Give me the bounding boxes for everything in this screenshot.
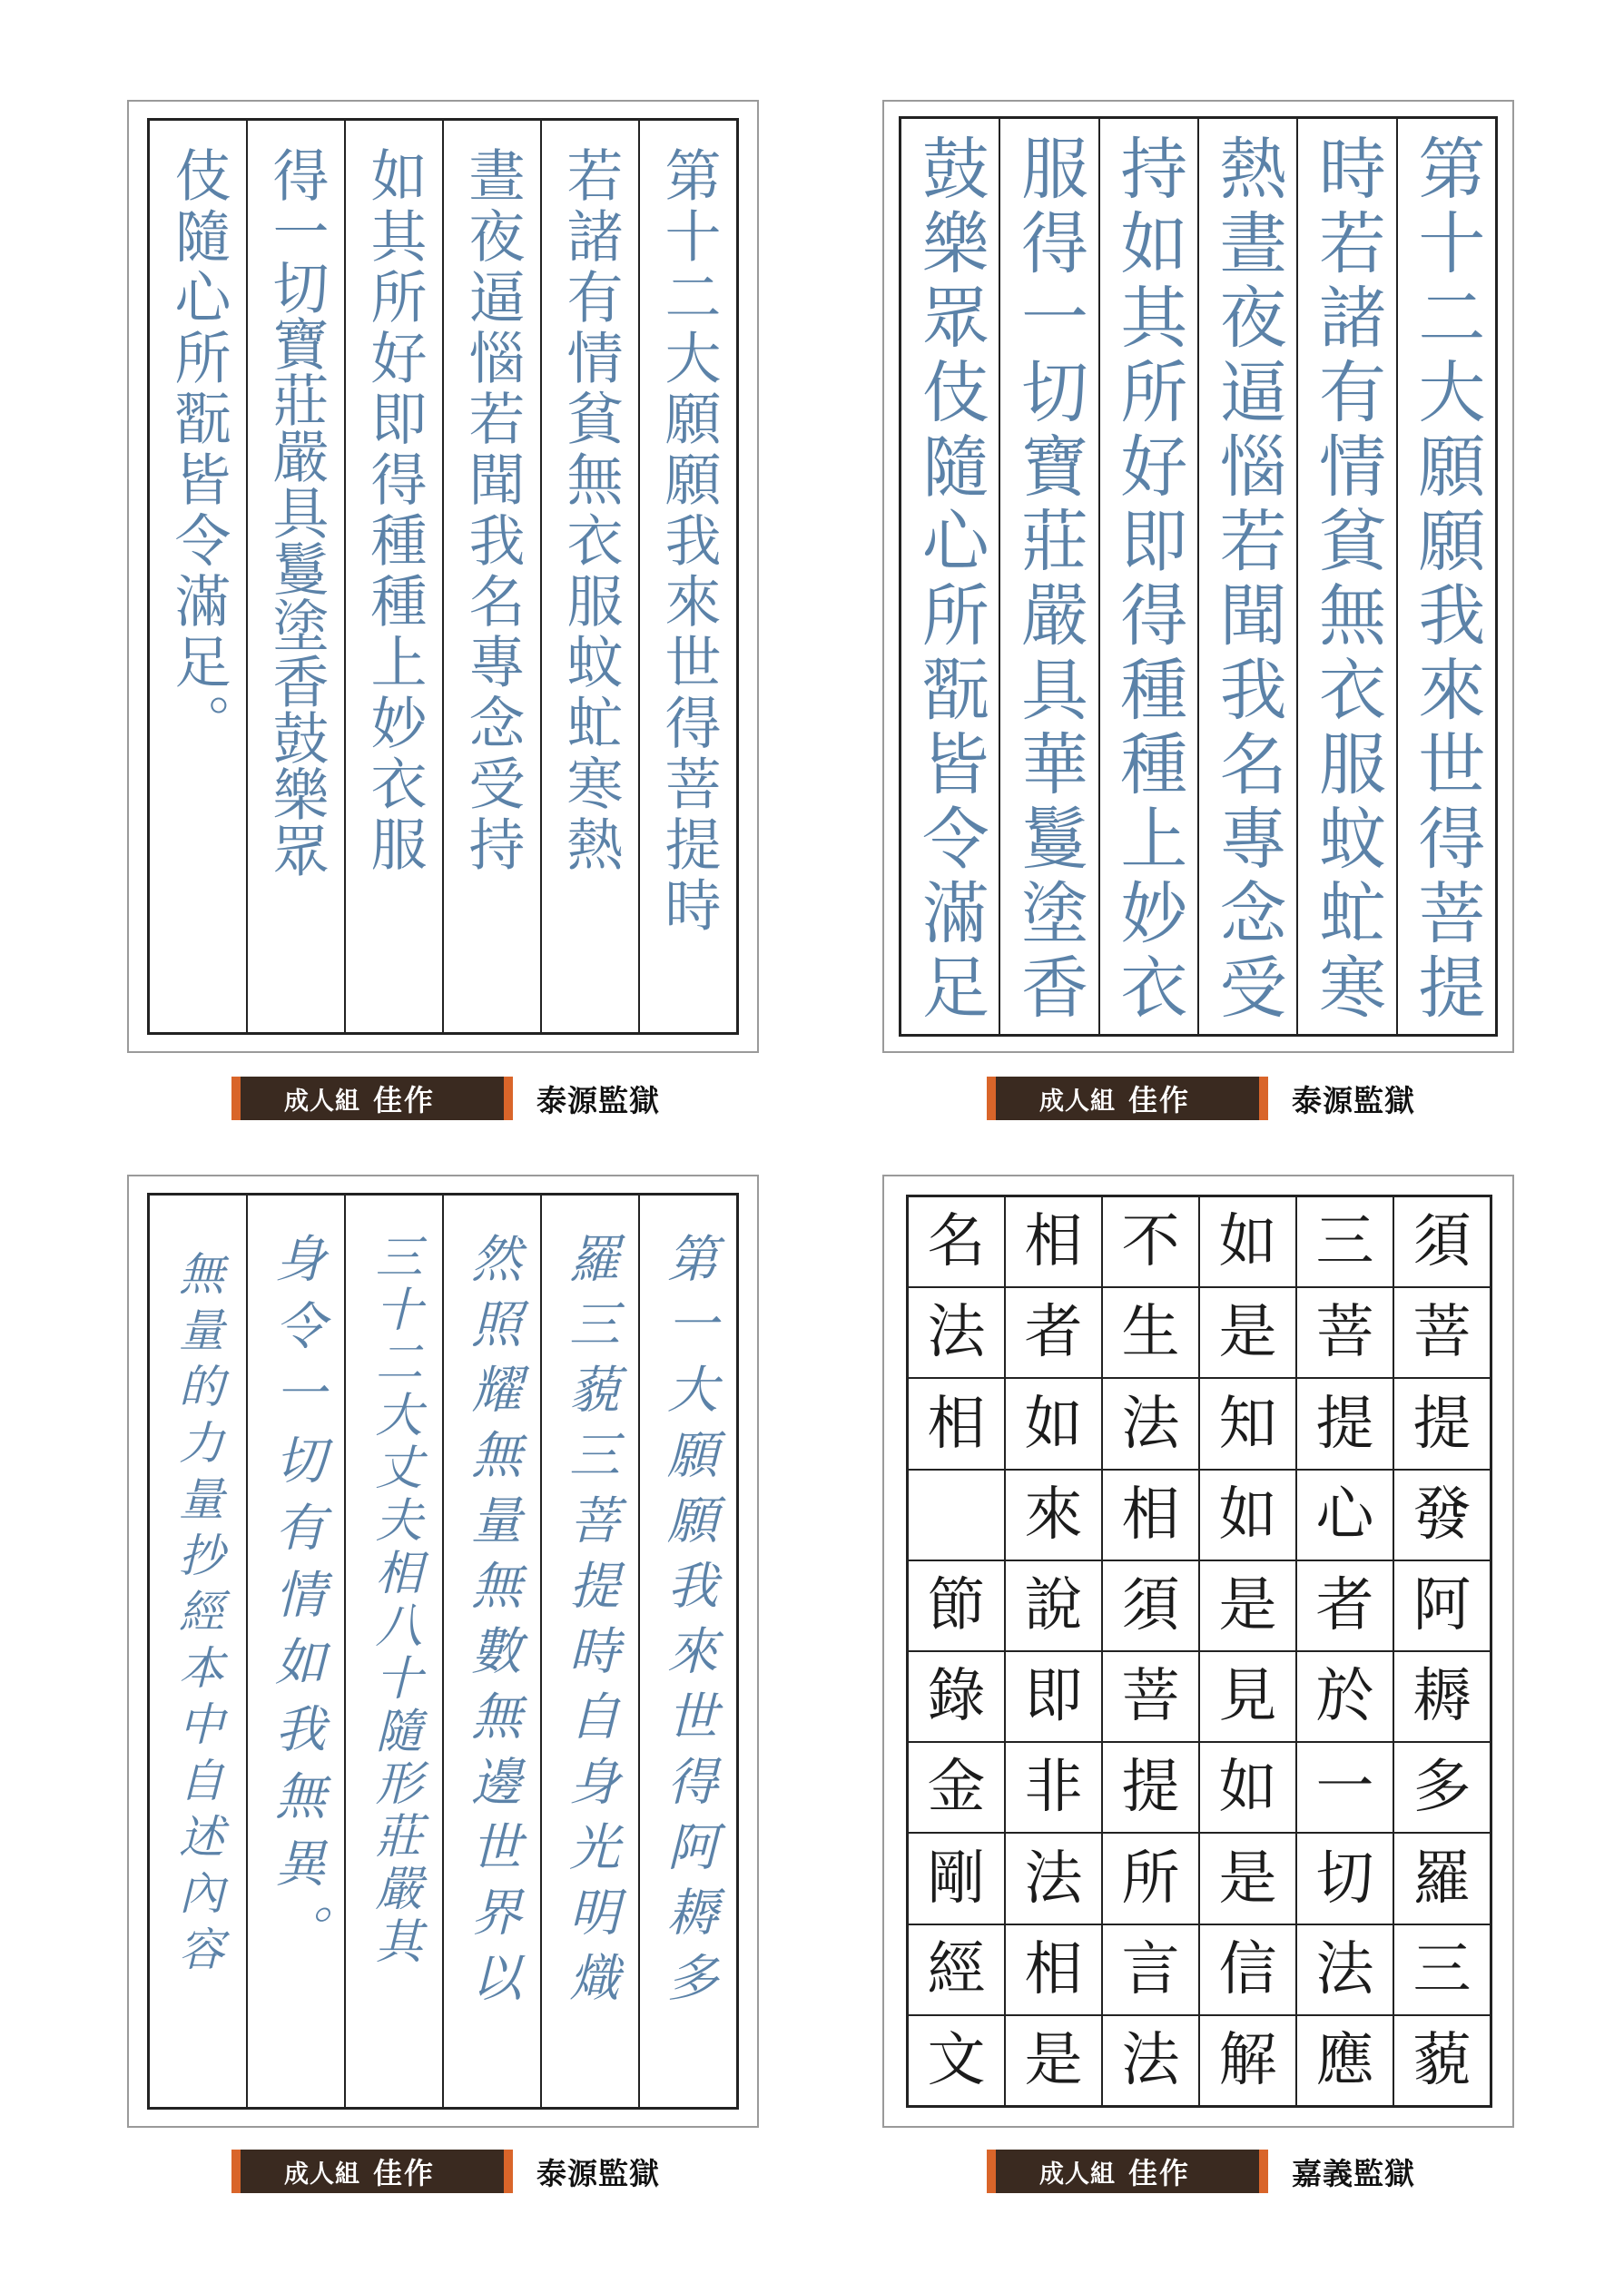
column-text: 第十二大願願我來世得菩提時: [655, 146, 722, 937]
sheet-column: [638, 121, 736, 1032]
grid-cell: 提: [1394, 1379, 1490, 1470]
column-text: 身令一切有情如我無異。: [267, 1232, 326, 1971]
organization-label: 泰源監獄: [1292, 1082, 1415, 1118]
sheet-column: [1396, 119, 1495, 1034]
sheet-column: [150, 121, 246, 1032]
grid-cell: 言: [1103, 1925, 1198, 2016]
award-caption-1: [231, 1077, 660, 1120]
column-text: 熱晝夜逼惱若聞我名專念受: [1208, 133, 1287, 1027]
award-caption-2: [987, 1077, 1415, 1120]
group-label: 成人組: [284, 1087, 360, 1116]
grid-cell: 是: [1200, 1288, 1295, 1379]
grid-cell: 經: [909, 1925, 1004, 2016]
grid-cell: 應: [1315, 2026, 1374, 2094]
grid-cell: 多: [1394, 1743, 1490, 1834]
grid-cell: 如: [1200, 1743, 1295, 1834]
column-text: 得一切寶莊嚴具鬘塗香鼓樂眾: [263, 146, 330, 878]
group-label: 成人組: [284, 2160, 360, 2189]
sheet-column: [1098, 119, 1197, 1034]
sheet-column: [442, 121, 540, 1032]
organization-label: 嘉義監獄: [1292, 2155, 1415, 2191]
sheet-column: [150, 1196, 246, 2107]
award-caption-3: [231, 2150, 660, 2193]
award-caption-4: [987, 2150, 1415, 2193]
grid-cell: 須: [1394, 1197, 1490, 1288]
grid-cell: 剛: [909, 1834, 1004, 1924]
award-label: 佳作: [1128, 1083, 1191, 1117]
grid-cell: 知: [1200, 1379, 1295, 1470]
grid-cell: 菩: [1103, 1652, 1198, 1743]
column-text: 然照耀無量無數無邊世界以: [463, 1232, 522, 2016]
grid-cell: 相: [1103, 1471, 1198, 1561]
grid-cell: 須: [1103, 1561, 1198, 1652]
organization-label: 泰源監獄: [536, 1082, 660, 1118]
grid-cell: 於: [1297, 1652, 1393, 1743]
grid-cell: 所: [1103, 1834, 1198, 1924]
column-text: 鼓樂眾伎隨心所翫皆令滿足: [910, 133, 989, 1027]
column-text: 羅三藐三菩提時自身光明熾: [561, 1232, 620, 2016]
column-text: 晝夜逼惱若聞我名專念受持: [459, 146, 526, 876]
award-label: 佳作: [1128, 2156, 1191, 2190]
grid-cell: 相: [1006, 1197, 1101, 1288]
grid-cell: 切: [1297, 1834, 1393, 1924]
grid-cell: 解: [1218, 2026, 1277, 2094]
column-text: 時若諸有情貧無衣服蚊虻寒: [1308, 133, 1386, 1027]
grid-cell: 如: [1006, 1379, 1101, 1470]
sheet-column: [1197, 119, 1296, 1034]
sheet-column: [901, 119, 999, 1034]
grid-column: [909, 1197, 1004, 2105]
grid-cell: 節: [909, 1561, 1004, 1652]
grid-cell: 即: [1006, 1652, 1101, 1743]
column-text: 伎隨心所翫皆令滿足。: [165, 146, 231, 754]
column-text: 服得一切寶莊嚴具華鬘塗香: [1010, 133, 1089, 1027]
sheet-column: [540, 121, 638, 1032]
grid-cell: [909, 1471, 1004, 1561]
calligraphy-grid-sheet-4: [906, 1195, 1492, 2108]
sheet-column: [1296, 119, 1395, 1034]
sheet-column: [442, 1196, 540, 2107]
column-text: 第十二大願願我來世得菩提: [1407, 133, 1486, 1027]
column-text: 第一大願願我來世得阿耨多: [659, 1232, 718, 2016]
column-text: 持如其所好即得種種上妙衣: [1109, 133, 1188, 1027]
award-label: 佳作: [373, 2156, 436, 2190]
grid-cell: 菩: [1297, 1288, 1393, 1379]
sheet-column: [344, 121, 442, 1032]
grid-cell: 三: [1394, 1925, 1490, 2016]
grid-cell: 羅: [1394, 1834, 1490, 1924]
grid-cell: 是: [1024, 2026, 1083, 2094]
grid-cell: 金: [909, 1743, 1004, 1834]
sheet-column: [540, 1196, 638, 2107]
grid-cell: 是: [1200, 1561, 1295, 1652]
grid-cell: 非: [1006, 1743, 1101, 1834]
grid-cell: 文: [927, 2026, 986, 2094]
grid-cell: 法: [1121, 2026, 1180, 2094]
grid-column: [1393, 1197, 1490, 2105]
grid-cell: 法: [1006, 1834, 1101, 1924]
grid-cell: 藐: [1412, 2026, 1471, 2094]
calligraphy-sheet-3: [147, 1193, 739, 2110]
sheet-column: [246, 121, 344, 1032]
award-badge: [987, 1077, 1259, 1120]
grid-cell: 提: [1297, 1379, 1393, 1470]
grid-column: [1198, 1197, 1295, 2105]
award-badge: [231, 2150, 504, 2193]
award-badge: [987, 2150, 1259, 2193]
grid-cell: 一: [1297, 1743, 1393, 1834]
grid-cell: 相: [909, 1379, 1004, 1470]
grid-column: [1101, 1197, 1198, 2105]
grid-cell: 如: [1200, 1471, 1295, 1561]
grid-cell: 阿: [1394, 1561, 1490, 1652]
sheet-column: [999, 119, 1097, 1034]
grid-cell: 生: [1103, 1288, 1198, 1379]
grid-cell: 是: [1200, 1834, 1295, 1924]
grid-cell: 見: [1200, 1652, 1295, 1743]
column-text: 如其所好即得種種上妙衣服: [361, 146, 428, 876]
organization-label: 泰源監獄: [536, 2155, 660, 2191]
grid-cell: 發: [1394, 1471, 1490, 1561]
award-badge: [231, 1077, 504, 1120]
grid-column: [1004, 1197, 1101, 2105]
grid-cell: 心: [1297, 1471, 1393, 1561]
calligraphy-sheet-1: [147, 118, 739, 1035]
grid-cell: 說: [1006, 1561, 1101, 1652]
award-label: 佳作: [373, 1083, 436, 1117]
grid-cell: 者: [1297, 1561, 1393, 1652]
grid-cell: 耨: [1394, 1652, 1490, 1743]
grid-cell: 相: [1006, 1925, 1101, 2016]
column-text: 三十二大丈夫相八十隨形莊嚴其: [367, 1232, 421, 1969]
grid-cell: 名: [909, 1197, 1004, 1288]
calligraphy-sheet-2: [899, 116, 1498, 1037]
grid-cell: 者: [1006, 1288, 1101, 1379]
grid-cell: 信: [1200, 1925, 1295, 2016]
grid-cell: 來: [1006, 1471, 1101, 1561]
grid-column: [1295, 1197, 1393, 2105]
grid-cell: 法: [909, 1288, 1004, 1379]
group-label: 成人組: [1039, 2160, 1116, 2189]
sheet-column: [246, 1196, 344, 2107]
grid-cell: 不: [1103, 1197, 1198, 1288]
grid-cell: 提: [1103, 1743, 1198, 1834]
grid-cell: 三: [1297, 1197, 1393, 1288]
grid-cell: 菩: [1394, 1288, 1490, 1379]
grid-cell: 如: [1200, 1197, 1295, 1288]
column-text: 無量的力量抄經本中自述內容: [172, 1250, 224, 1982]
grid-cell: 法: [1103, 1379, 1198, 1470]
grid-cell: 錄: [909, 1652, 1004, 1743]
grid-cell: 法: [1297, 1925, 1393, 2016]
sheet-column: [638, 1196, 736, 2107]
sheet-column: [344, 1196, 442, 2107]
column-text: 若諸有情貧無衣服蚊虻寒熱: [557, 146, 624, 876]
group-label: 成人組: [1039, 1087, 1116, 1116]
